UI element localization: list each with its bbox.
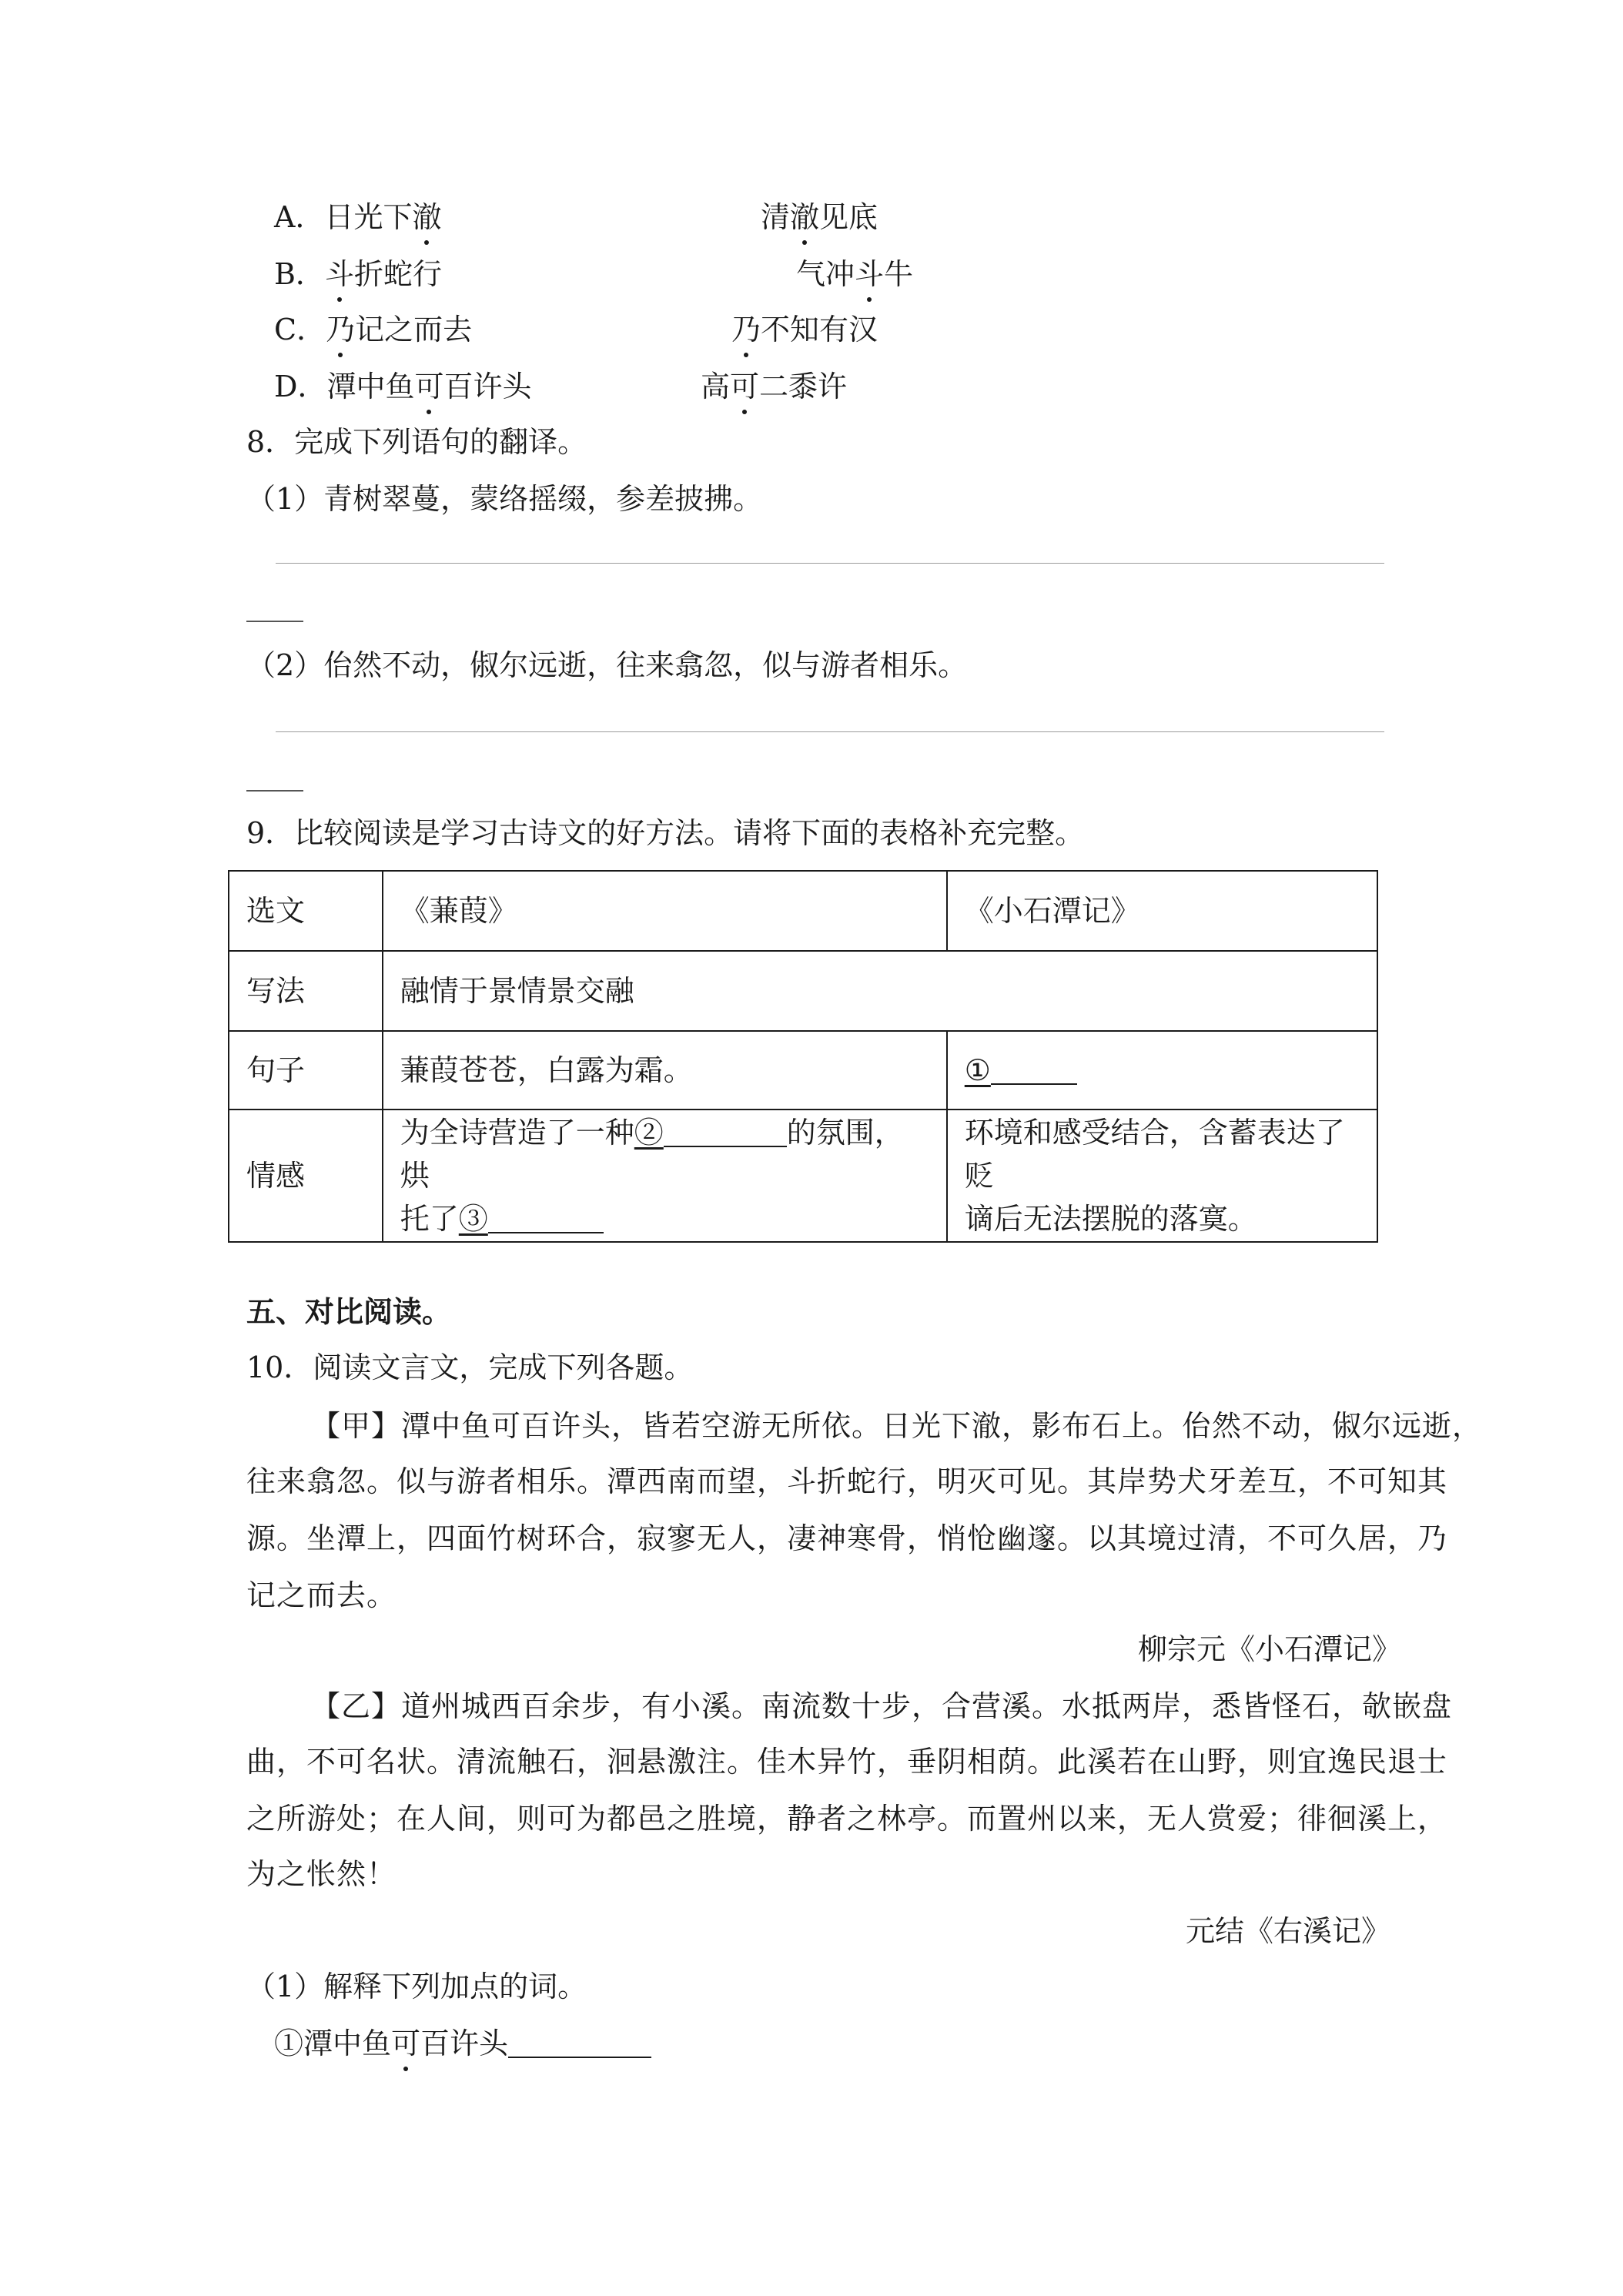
table-cell-blank[interactable] <box>947 1031 1377 1110</box>
option-text: 百许头 <box>443 370 532 403</box>
question-8-title: 8．完成下列语句的翻译。 <box>246 425 587 459</box>
option-text: 见底 <box>819 200 878 234</box>
question-8-sub2: （2）佁然不动，俶尔远逝，往来翕忽，似与游者相乐。 <box>246 648 968 682</box>
fill-blank[interactable] <box>508 2030 651 2058</box>
fill-blank[interactable] <box>488 1206 604 1233</box>
table-header-cell: 情感 <box>229 1110 383 1242</box>
option-text: 折蛇行 <box>353 257 442 291</box>
answer-line-tail <box>246 790 303 792</box>
dotted-char: 斗 <box>855 257 885 291</box>
cell-text: 谪后无法摆脱的落寞。 <box>964 1202 1257 1236</box>
blank-number: ③ <box>458 1202 488 1236</box>
option-label: A． <box>274 200 325 234</box>
option-text: 日光下 <box>324 200 413 234</box>
dotted-char: 澈 <box>790 200 820 234</box>
dotted-char: 可 <box>391 2027 421 2060</box>
answer-line-tail <box>246 621 303 622</box>
passage-source: 元结《右溪记》 <box>1186 1914 1391 1948</box>
table-row <box>229 1031 1377 1110</box>
fill-blank[interactable] <box>664 1120 787 1147</box>
option-c <box>274 311 472 348</box>
blank-number: ② <box>634 1116 664 1150</box>
blank-number: ① <box>964 1053 991 1087</box>
table-cell <box>383 1110 947 1242</box>
dotted-char: 乃 <box>326 313 356 346</box>
passage-jia-line: 往来翕忽。似与游者相乐。潭西南而望，斗折蛇行，明灭可见。其岸势犬牙差互，不可知其 <box>246 1464 1448 1498</box>
table-cell: 《小石潭记》 <box>947 871 1377 951</box>
option-d <box>274 368 532 405</box>
question-10-title: 10．阅读文言文，完成下列各题。 <box>246 1350 694 1384</box>
passage-yi-line: 【乙】道州城西百余步，有小溪。南流数十步，合营溪。水抵两岸，悉皆怪石，欹嵌盘 <box>311 1689 1453 1723</box>
table-row <box>229 871 1377 951</box>
table-cell: 蒹葭苍苍，白露为霜。 <box>383 1031 947 1110</box>
option-text: 二黍许 <box>759 370 848 403</box>
fill-blank[interactable] <box>991 1057 1077 1085</box>
table-header-cell: 写法 <box>229 951 383 1031</box>
comparison-table <box>228 870 1378 1243</box>
option-text: 气冲 <box>796 257 855 291</box>
question-10-item1 <box>274 2025 651 2062</box>
dotted-char: 澈 <box>412 200 442 234</box>
option-a <box>274 199 441 236</box>
dotted-char: 斗 <box>324 257 354 291</box>
passage-jia-line: 记之而去。 <box>246 1578 397 1612</box>
option-b-right <box>796 256 913 293</box>
passage-jia-line: 【甲】潭中鱼可百许头，皆若空游无所依。日光下澈，影布石上。佁然不动，俶尔远逝， <box>311 1409 1483 1443</box>
cell-text: 托了 <box>400 1202 459 1236</box>
answer-line[interactable] <box>276 731 1384 732</box>
table-row <box>229 1110 1377 1242</box>
table-cell: 融情于景情景交融 <box>383 951 1377 1031</box>
table-row <box>229 951 1377 1031</box>
table-header-cell: 选文 <box>229 871 383 951</box>
section-title: 五、对比阅读。 <box>246 1294 452 1329</box>
dotted-char: 乃 <box>731 313 761 346</box>
passage-source: 柳宗元《小石潭记》 <box>1138 1632 1402 1666</box>
option-text: 记之而去 <box>355 313 473 346</box>
item-text: ①潭中鱼 <box>274 2027 392 2060</box>
question-10-sub1: （1）解释下列加点的词。 <box>246 1970 587 2003</box>
option-label: B． <box>274 257 325 291</box>
option-a-right <box>761 199 878 236</box>
option-b <box>274 256 442 293</box>
option-text: 高 <box>701 370 731 403</box>
table-cell: 《蒹葭》 <box>383 871 947 951</box>
table-cell <box>947 1110 1377 1242</box>
table-header-cell: 句子 <box>229 1031 383 1110</box>
option-text: 潭中鱼 <box>326 370 415 403</box>
option-c-right <box>731 311 878 348</box>
question-8-sub1: （1）青树翠蔓，蒙络摇缀，参差披拂。 <box>246 482 763 516</box>
dotted-char: 可 <box>730 370 760 403</box>
passage-jia-line: 源。坐潭上，四面竹树环合，寂寥无人，凄神寒骨，悄怆幽邃。以其境过清，不可久居，乃 <box>246 1521 1448 1555</box>
option-text: 不知有汉 <box>761 313 878 346</box>
option-text: 牛 <box>884 257 914 291</box>
passage-yi-line: 为之怅然！ <box>246 1857 397 1891</box>
option-text: 清 <box>761 200 791 234</box>
question-9-title: 9．比较阅读是学习古诗文的好方法。请将下面的表格补充完整。 <box>246 816 1085 850</box>
passage-yi-line: 曲，不可名状。清流触石，洄悬激注。佳木异竹，垂阴相荫。此溪若在山野，则宜逸民退士 <box>246 1745 1448 1779</box>
answer-line[interactable] <box>276 563 1384 564</box>
dotted-char: 可 <box>414 370 444 403</box>
option-d-right <box>701 368 847 405</box>
item-text: 百许头 <box>420 2027 509 2060</box>
option-label: C． <box>274 313 326 346</box>
cell-text: 为全诗营造了一种 <box>400 1116 634 1150</box>
cell-text: 环境和感受结合，含蓄表达了贬 <box>964 1116 1345 1193</box>
passage-yi-line: 之所游处；在人间，则可为都邑之胜境，静者之林亭。而置州以来，无人赏爱；徘徊溪上， <box>246 1802 1448 1836</box>
option-label: D． <box>274 370 327 403</box>
cell-text: 的氛围，烘 <box>400 1116 904 1193</box>
